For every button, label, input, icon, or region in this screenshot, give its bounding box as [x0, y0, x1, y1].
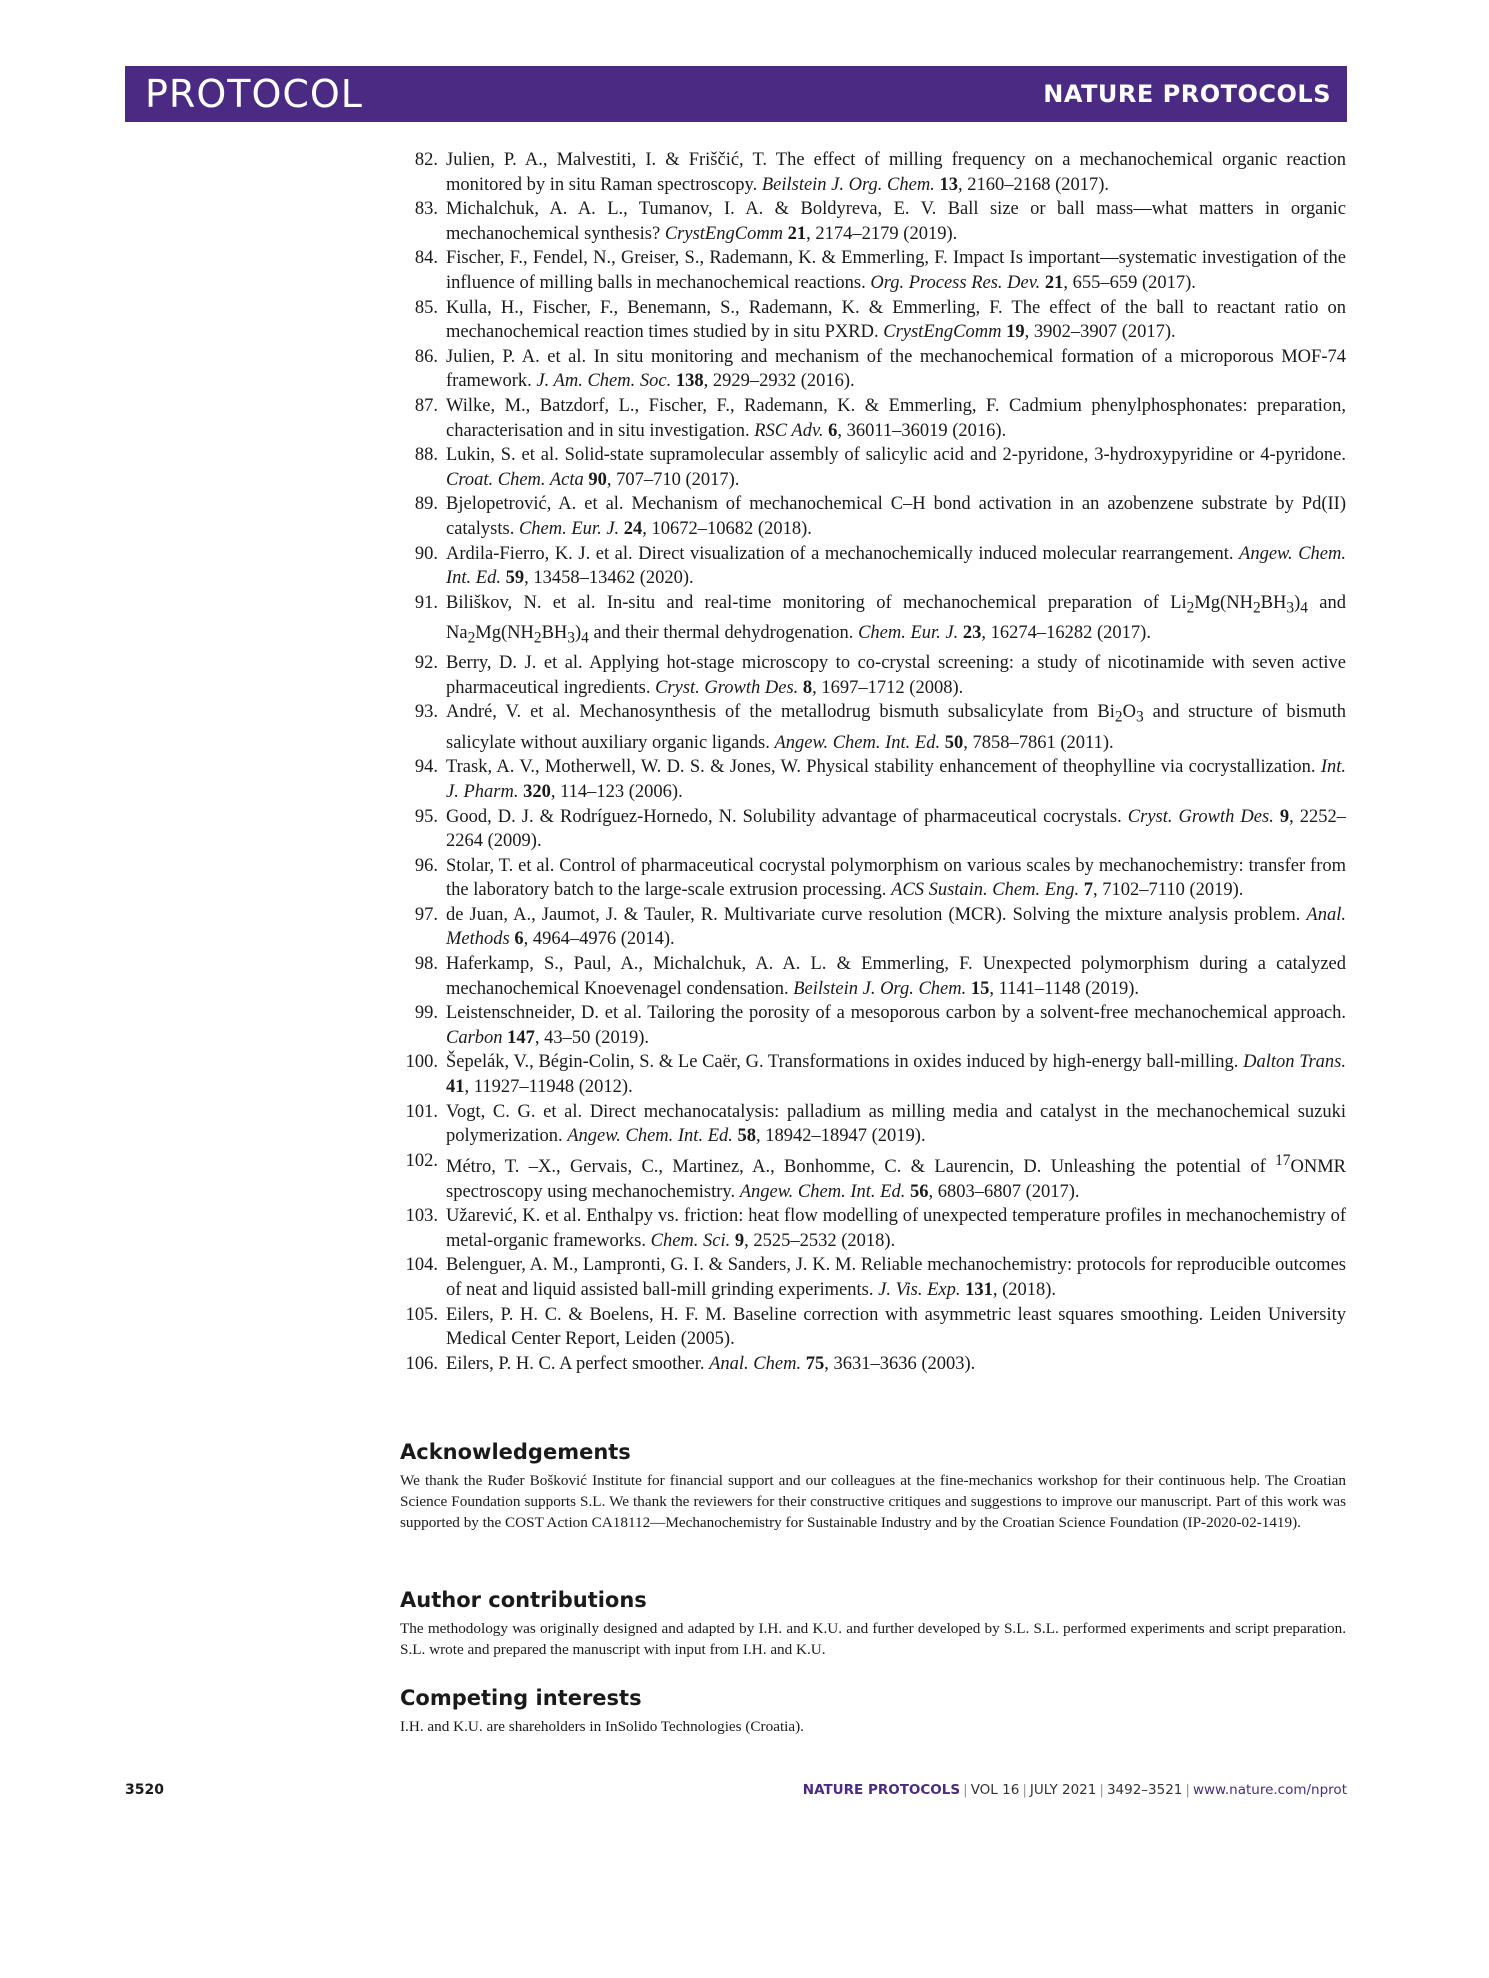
reference-item: [400, 1050, 1346, 1099]
reference-item: [400, 148, 1346, 197]
reference-text: Šepelák, V., Bégin-Colin, S. & Le Caër, G. Transformations in oxides induced by high-energy ball-milling. Dalton Trans. 41, 11927–11948 (2012).: [446, 1052, 1346, 1098]
reference-text: Berry, D. J. et al. Applying hot-stage microscopy to co-crystal screening: a study of nicotinamide with seven active pharmaceutical ingredients. Cryst. Growth Des. 8, 1697–1712 (2008).: [446, 653, 1346, 698]
reference-number: 100.: [405, 1052, 438, 1073]
reference-item: [400, 805, 1346, 854]
reference-number: 98.: [414, 954, 438, 975]
reference-text: Julien, P. A. et al. In situ monitoring and mechanism of the mechanochemical formation of a microporous MOF-74 framework. J. Am. Chem. Soc. 138, 2929–2932 (2016).: [446, 346, 1346, 392]
acknowledgements-heading: Acknowledgements: [400, 1440, 631, 1464]
reference-number: 84.: [414, 248, 438, 269]
reference-text: Stolar, T. et al. Control of pharmaceutical cocrystal polymorphism on various scales by mechanochemistry: transfer from the laboratory batch to the large-scale extrusion processing. ACS Sustain. Chem. Eng. 7, 7102–7110 (2019).: [446, 855, 1346, 901]
reference-number: 103.: [405, 1206, 438, 1227]
reference-number: 94.: [414, 757, 438, 778]
reference-text: Kulla, H., Fischer, F., Benemann, S., Rademann, K. & Emmerling, F. The effect of the ball to reactant ratio on mechanochemical reaction times studied by in situ PXRD. CrystEngComm 19, 3902–3907 (2017).: [446, 297, 1346, 343]
reference-text: Métro, T. –X., Gervais, C., Martinez, A., Bonhomme, C. & Laurencin, D. Unleashing the potential of $^{17}$ONMR spectroscopy using mechanochemistry. Angew. Chem. Int. Ed. 56, 6803–6807 (2017).: [446, 1151, 1346, 1202]
reference-number: 89.: [414, 494, 438, 515]
reference-number: 86.: [414, 346, 438, 367]
reference-item: [400, 903, 1346, 952]
reference-number: 96.: [414, 855, 438, 876]
reference-item: [400, 755, 1346, 804]
reference-text: Ardila-Fierro, K. J. et al. Direct visualization of a mechanochemically induced molecular rearrangement. Angew. Chem. Int. Ed. 59, 13458–13462 (2020).: [446, 543, 1347, 589]
reference-number: 87.: [414, 395, 438, 416]
reference-number: 104.: [405, 1255, 438, 1276]
section-label: PROTOCOL: [145, 72, 363, 116]
reference-text: Bjelopetrović, A. et al. Mechanism of mechanochemical C–H bond activation in an azobenzene substrate by Pd(II) catalysts. Chem. Eur. J. 24, 10672–10682 (2018).: [446, 494, 1346, 539]
reference-text: Belenguer, A. M., Lampronti, G. I. & Sanders, J. K. M. Reliable mechanochemistry: protocols for reproducible outcomes of neat and liquid assisted ball-mill grinding experiments. J. Vis. Exp. 131, (2018).: [446, 1255, 1346, 1300]
reference-text: Julien, P. A., Malvestiti, I. & Friščić, T. The effect of milling frequency on a mechanochemical organic reaction monitored by in situ Raman spectroscopy. Beilstein J. Org. Chem. 13, 2160–2168 (2017).: [446, 150, 1346, 195]
reference-number: 101.: [405, 1101, 438, 1122]
author-contributions-body: The methodology was originally designed and adapted by I.H. and K.U. and further developed by S.L. S.L. performed experiments and script preparation. S.L. wrote and prepared the manuscript with input from I.H. and K.U.: [400, 1620, 1346, 1658]
competing-interests-body: I.H. and K.U. are shareholders in InSolido Technologies (Croatia).: [400, 1718, 804, 1735]
reference-text: Biliškov, N. et al. In-situ and real-time monitoring of mechanochemical preparation of $Li_2Mg(NH_2BH_3)_4$ and $Na_2Mg(NH_2BH_3)_4$ and their thermal dehydrogenation. Chem. Eur. J. 23, 16274–16282 (2017).: [446, 592, 1346, 647]
reference-list: [400, 148, 1346, 1376]
reference-item: [400, 345, 1346, 394]
acknowledgements-body: We thank the Ruđer Bošković Institute for financial support and our colleagues at the fine-mechanics workshop for their continuous help. The Croatian Science Foundation supports S.L. We thank the reviewers for their constructive critiques and suggestions to improve our manuscript. Part of this work was supported by the COST Action CA18112—Mechanochemistry for Sustainable Industry and by the Croatian Science Foundation (IP-2020-02-1419).: [400, 1472, 1346, 1531]
reference-number: 93.: [414, 702, 438, 723]
reference-text: Michalchuk, A. A. L., Tumanov, I. A. & Boldyreva, E. V. Ball size or ball mass—what matters in organic mechanochemical synthesis? CrystEngComm 21, 2174–2179 (2019).: [446, 199, 1346, 244]
reference-item: [400, 1204, 1346, 1253]
reference-number: 90.: [414, 543, 438, 564]
footer-volume: VOL 16: [970, 1782, 1020, 1798]
reference-item: [400, 1253, 1346, 1302]
reference-number: 105.: [405, 1304, 438, 1325]
reference-text: Eilers, P. H. C. A perfect smoother. Anal. Chem. 75, 3631–3636 (2003).: [446, 1353, 976, 1374]
reference-item: [400, 854, 1346, 903]
footer-pages: 3492–3521: [1106, 1782, 1183, 1798]
header-banner: [125, 66, 1347, 122]
footer-info: NATURE PROTOCOLS | VOL 16 | JULY 2021 | 3492–3521 | www.nature.com/nprot: [802, 1782, 1347, 1798]
reference-item: [400, 952, 1346, 1001]
reference-text: Vogt, C. G. et al. Direct mechanocatalysis: palladium as milling media and catalyst in the mechanochemical suzuki polymerization. Angew. Chem. Int. Ed. 58, 18942–18947 (2019).: [446, 1101, 1346, 1147]
competing-interests-section: [400, 1686, 1346, 1737]
competing-interests-heading: Competing interests: [400, 1686, 642, 1710]
page-number: 3520: [125, 1782, 164, 1798]
reference-text: Wilke, M., Batzdorf, L., Fischer, F., Rademann, K. & Emmerling, F. Cadmium phenylphosphonates: preparation, characterisation and in situ investigation. RSC Adv. 6, 36011–36019 (2016).: [446, 395, 1346, 441]
reference-item: [400, 1100, 1346, 1149]
reference-item: [400, 700, 1346, 755]
reference-item: [400, 443, 1346, 492]
reference-item: [400, 1001, 1346, 1050]
footer-date: JULY 2021: [1029, 1782, 1097, 1798]
reference-item: [400, 1352, 1346, 1377]
reference-number: 91.: [414, 592, 438, 613]
reference-text: André, V. et al. Mechanosynthesis of the metallodrug bismuth subsalicylate from $Bi_2O_3$ and structure of bismuth salicylate without auxiliary organic ligands. Angew. Chem. Int. Ed. 50, 7858–7861 (2011).: [446, 702, 1347, 753]
reference-text: Haferkamp, S., Paul, A., Michalchuk, A. A. L. & Emmerling, F. Unexpected polymorphism during a catalyzed mechanochemical Knoevenagel condensation. Beilstein J. Org. Chem. 15, 1141–1148 (2019).: [446, 954, 1346, 999]
reference-number: 82.: [414, 150, 438, 170]
reference-text: Leistenschneider, D. et al. Tailoring the porosity of a mesoporous carbon by a solvent-free mechanochemical approach. Carbon 147, 43–50 (2019).: [446, 1003, 1346, 1048]
reference-text: Užarević, K. et al. Enthalpy vs. friction: heat flow modelling of unexpected temperature profiles in mechanochemistry of metal-organic frameworks. Chem. Sci. 9, 2525–2532 (2018).: [446, 1206, 1346, 1251]
reference-text: Lukin, S. et al. Solid-state supramolecular assembly of salicylic acid and 2-pyridone, 3-hydroxypyridine or 4-pyridone. Croat. Chem. Acta 90, 707–710 (2017).: [446, 445, 1346, 490]
reference-item: [400, 197, 1346, 246]
reference-text: Good, D. J. & Rodríguez-Hornedo, N. Solubility advantage of pharmaceutical cocrystals. Cryst. Growth Des. 9, 2252–2264 (2009).: [446, 806, 1347, 852]
reference-item: [400, 1303, 1346, 1352]
reference-number: 92.: [414, 653, 438, 674]
footer-url[interactable]: www.nature.com/nprot: [1192, 1782, 1347, 1798]
reference-item: [400, 651, 1346, 700]
reference-number: 99.: [414, 1003, 438, 1024]
reference-item: [400, 492, 1346, 541]
journal-label: NATURE PROTOCOLS: [1043, 80, 1331, 108]
acknowledgements-section: [400, 1440, 1346, 1533]
reference-item: [400, 296, 1346, 345]
footer-journal: NATURE PROTOCOLS: [802, 1782, 961, 1798]
reference-item: [400, 394, 1346, 443]
reference-item: [400, 542, 1346, 591]
reference-item: [400, 246, 1346, 295]
reference-number: 83.: [414, 199, 438, 220]
author-contributions-heading: Author contributions: [400, 1588, 647, 1612]
reference-item: [400, 1149, 1346, 1204]
reference-number: 88.: [414, 445, 438, 466]
reference-text: Fischer, F., Fendel, N., Greiser, S., Rademann, K. & Emmerling, F. Impact Is important—systematic investigation of the influence of milling balls in mechanochemical reactions. Org. Process Res. Dev. 21, 655–659 (2017).: [446, 248, 1346, 293]
reference-item: [400, 591, 1346, 652]
reference-number: 85.: [414, 297, 438, 318]
reference-text: de Juan, A., Jaumot, J. & Tauler, R. Multivariate curve resolution (MCR). Solving the mixture analysis problem. Anal. Methods 6, 4964–4976 (2014).: [446, 904, 1346, 950]
author-contributions-section: [400, 1588, 1346, 1660]
reference-number: 95.: [414, 806, 438, 827]
reference-text: Eilers, P. H. C. & Boelens, H. F. M. Baseline correction with asymmetric least squares smoothing. Leiden University Medical Center Report, Leiden (2005).: [446, 1304, 1346, 1350]
reference-number: 106.: [405, 1353, 438, 1374]
reference-number: 102.: [405, 1150, 438, 1171]
reference-text: Trask, A. V., Motherwell, W. D. S. & Jones, W. Physical stability enhancement of theophylline via cocrystallization. Int. J. Pharm. 320, 114–123 (2006).: [446, 757, 1346, 802]
reference-number: 97.: [414, 904, 438, 925]
